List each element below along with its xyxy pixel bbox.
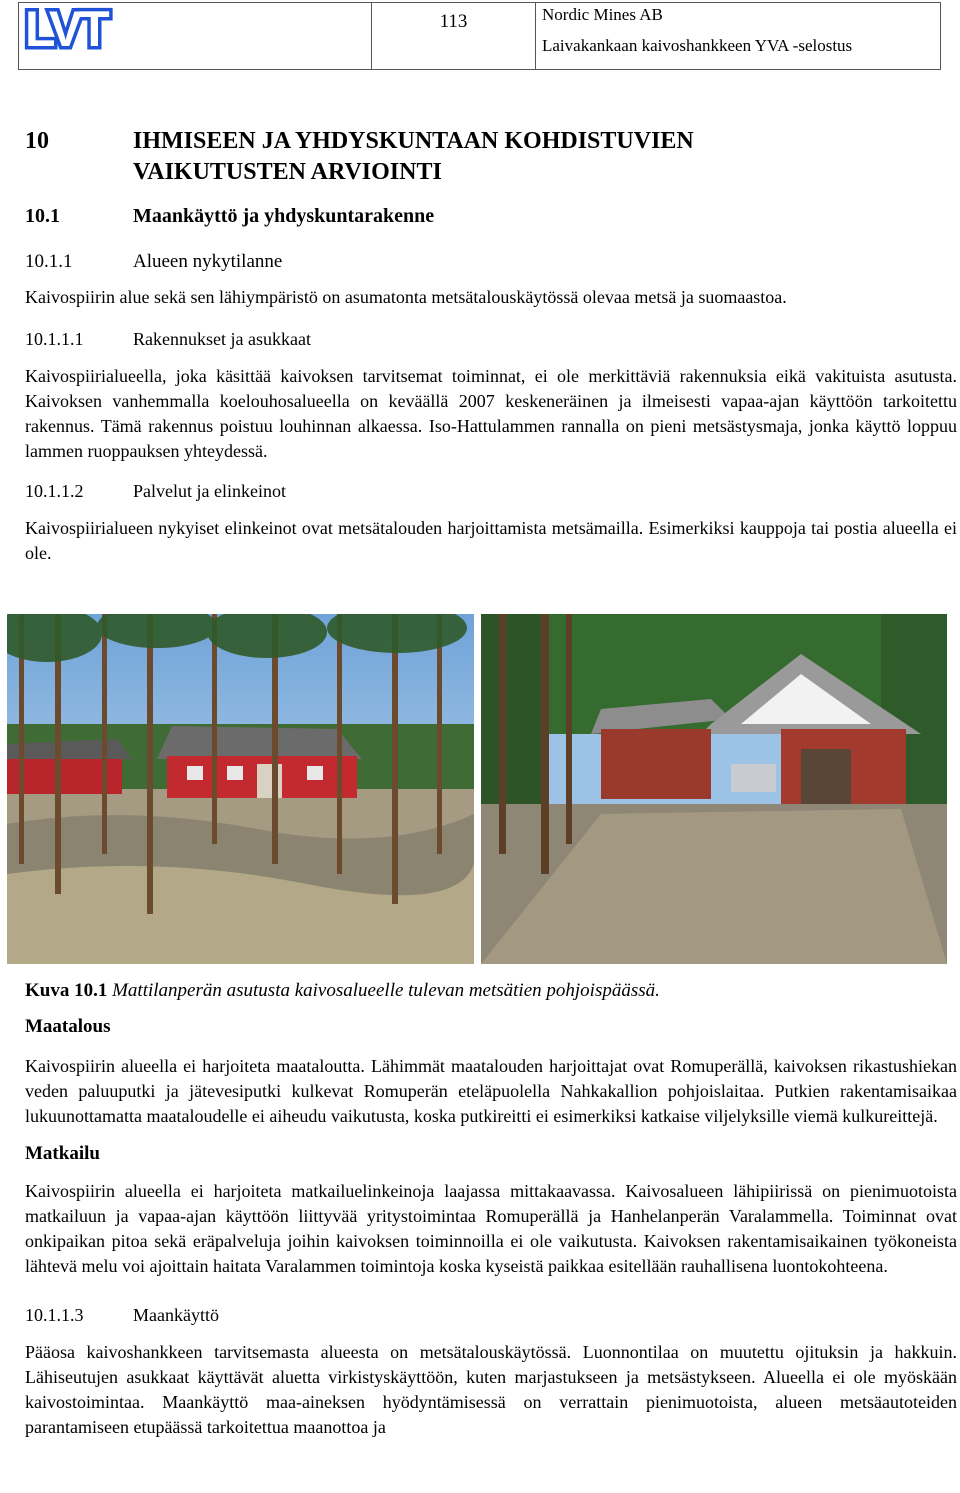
header-info [536,3,940,69]
section-number: 10 [25,128,49,154]
paragraph-intro: Kaivospiirin alue sekä sen lähiympäristö on asumatonta metsätalouskäytössä olevaa metsä ja suomaastoa. [25,287,787,307]
photo-red-houses [7,614,474,964]
paragraph-maatalous: Kaivospiirin alueella ei harjoiteta maataloutta. Lähimmät maatalouden harjoittajat ovat Romuperällä, kaivoksen rikastushiekan veden paluuputki ja jätevesiputki kulkevat Romuperän eteläpuolella Nahkakallion pohjoislaitaa. Putkien rakentamisaikaa lukuunottamatta maataloudelle ei aiheudu vaikutusta, koska putkireitti ei esimerkiksi katkaise viljelyksille viemä kulkureittejä. [25,1056,957,1126]
paragraph-services: Kaivospiirialueen nykyiset elinkeinot ovat metsätalouden harjoittamista metsämailla. Esimerkiksi kauppoja tai postia alueella ei ole. [25,518,957,563]
heading-maatalous: Maatalous [25,1016,111,1037]
figure-label: Kuva 10.1 [25,980,108,1001]
figure-photos [7,614,947,964]
lvt-logo: LVT [25,1,107,57]
document-title: Laivakankaan kaivoshankkeen YVA -selostus [542,36,853,55]
heading-matkailu: Matkailu [25,1143,100,1164]
upper-content [25,126,957,566]
subsection-heading-10-1-1-1: 10.1.1.1 Rakennukset ja asukkaat [25,329,311,349]
figure-caption [25,978,660,1004]
photo-brick-house [481,614,947,964]
page-number: 113 [372,3,536,69]
subsection-heading-10-1-1-2: 10.1.1.2 Palvelut ja elinkeinot [25,481,286,501]
paragraph-matkailu: Kaivospiirin alueella ei harjoiteta matkailuelinkeinoja laajassa mittakaavassa. Kaivosalueen lähipiirissä on pienimuotoista matkailuun ja vapaa-ajan käyttöön liittyvää yritystoimintaa Romuperällä ja Hanhelanperän Varalammella. Toiminnat ovat onkipaikan pitoa sekä eräpalveluja joihin kaivoksen toiminnoilla ei ole vaikutusta. Kaivoksen rakentamisaikainen työkoneista lähtevä melu voi ajoittain haitata Varalammen toimintoja koska kyseistä paikkaa esitellään rauhallisena luontokohteena. [25,1181,957,1276]
paragraph-buildings: Kaivospiirialueella, joka käsittää kaivoksen tarvitsemat toiminnat, ei ole merkittäviä rakennuksia eikä vakituista asutusta. Kaivoksen vanhemmalla koelouhosalueella on keväällä 2007 keskeneräinen ja ilmeisesti vapaa-ajan käyttöön tarkoitettu rakennus. Tämä rakennus poistuu louhinnan alkaessa. Iso-Hattulammen rannalla on pieni metsästysmaja, jonka käyttö loppuu lammen ruoppauksen yhteydessä. [25,366,957,461]
lower-content [25,1014,957,1440]
figure-caption-text: Mattilanperän asutusta kaivosalueelle tulevan metsätien pohjoispäässä. [112,980,660,1001]
subsection-heading-10-1: 10.1 Maankäyttö ja yhdyskuntarakenne [25,205,435,227]
company-name: Nordic Mines AB [542,5,663,24]
paragraph-maankaytto: Pääosa kaivoshankkeen tarvitsemasta alueesta on metsätalouskäytössä. Luonnontilaa on muutettu ojituksin ja hakkuin. Lähiseutujen asukkaat käyttävät aluetta virkistyskäyttöön, kuten marjastukseen ja metsästykseen. Alueella ei ole myöskään kaivostoimintaa. Maankäyttö maa-aineksen hyödyntämisessä on verrattain pienimuotoista, alueen metsäautoteiden parantamiseen etupäässä tarkoitettua maanottoa ja [25,1342,957,1437]
subsection-heading-10-1-1-3: 10.1.1.3 Maankäyttö [25,1305,219,1325]
section-title: IHMISEEN JA YHDYSKUNTAAN KOHDISTUVIEN VAIKUTUSTEN ARVIOINTI [133,128,694,185]
subsection-heading-10-1-1: 10.1.1 Alueen nykytilanne [25,251,283,272]
section-heading [25,126,957,188]
page-header [18,2,941,70]
header-logo-cell [19,3,372,69]
